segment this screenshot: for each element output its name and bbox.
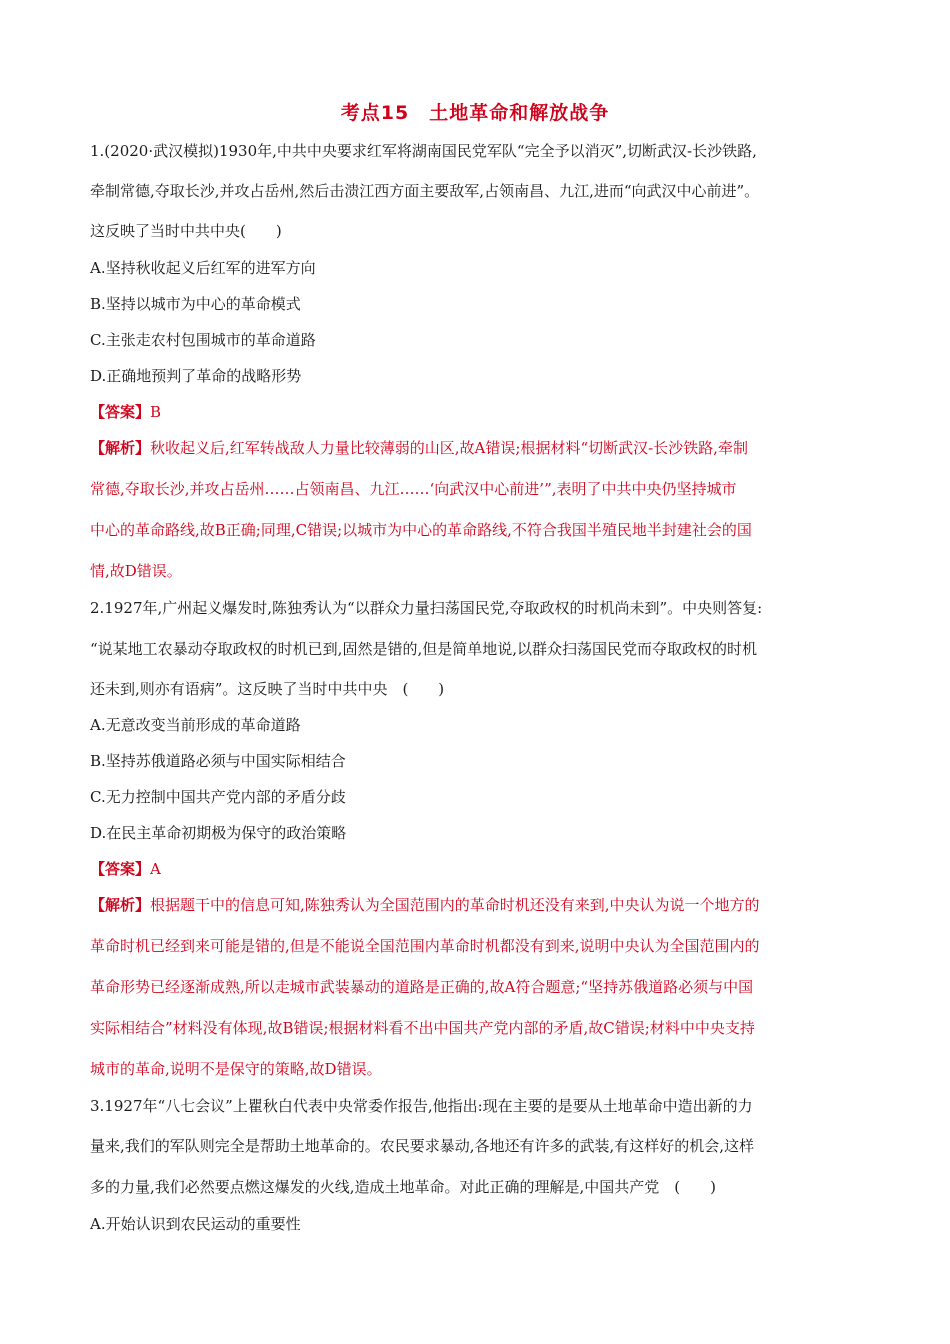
q2-stem-line-2: “说某地工农暴动夺取政权的时机已到,固然是错的,但是简单地说,以群众扫荡国民党而夺取政权的时机 (90, 640, 757, 658)
q1-stem-line-1: 1.(2020·武汉模拟)1930年,中共中央要求红军将湖南国民党军队“完全予以消灭”,切断武汉-长沙铁路, (90, 142, 757, 160)
q3-stem-line-1: 3.1927年“八七会议”上瞿秋白代表中央常委作报告,他指出:现在主要的是要从土地革命中造出新的力 (90, 1097, 753, 1115)
q2-option-d: D.在民主革命初期极为保守的政治策略 (90, 824, 347, 842)
q2-analysis-line-3: 革命形势已经逐渐成熟,所以走城市武装暴动的道路是正确的,故A符合题意;“坚持苏俄道路必须与中国 (90, 978, 754, 996)
q1-option-c: C.主张走农村包围城市的革命道路 (90, 331, 316, 349)
q2-option-a: A.无意改变当前形成的革命道路 (90, 716, 301, 734)
q2-stem-line-1: 2.1927年,广州起义爆发时,陈独秀认为“以群众力量扫荡国民党,夺取政权的时机尚未到”。中央则答复: (90, 599, 763, 617)
q1-analysis-line-3: 中心的革命路线,故B正确;同理,C错误;以城市为中心的革命路线,不符合我国半殖民地半封建社会的国 (90, 521, 752, 539)
q3-option-a: A.开始认识到农民运动的重要性 (90, 1215, 301, 1233)
q1-answer (90, 401, 161, 422)
q1-option-a: A.坚持秋收起义后红军的进军方向 (90, 259, 316, 277)
q2-answer-tag: 【答案】 (90, 860, 151, 878)
q1-analysis-line-2: 常德,夺取长沙,并攻占岳州……占领南昌、九江……‘向武汉中心前进’”,表明了中共中央仍坚持城市 (90, 480, 737, 498)
q1-option-b: B.坚持以城市为中心的革命模式 (90, 295, 301, 313)
q1-option-d: D.正确地预判了革命的战略形势 (90, 367, 302, 385)
q1-answer-value: B (150, 403, 162, 421)
q3-stem-line-2: 量来,我们的军队则完全是帮助土地革命的。农民要求暴动,各地还有许多的武装,有这样好的机会,这样 (90, 1137, 755, 1155)
q1-stem-line-3: 这反映了当时中共中央( ) (90, 222, 282, 240)
q2-analysis-tag: 【解析】 (90, 896, 151, 914)
q2-option-c: C.无力控制中国共产党内部的矛盾分歧 (90, 788, 346, 806)
q2-stem-line-3: 还未到,则亦有语病”。这反映了当时中共中央 ( ) (90, 680, 445, 698)
q1-analysis-text-1: 秋收起义后,红军转战敌人力量比较薄弱的山区,故A错误;根据材料“切断武汉-长沙铁路,牵制 (150, 439, 748, 457)
q1-analysis-line-4: 情,故D错误。 (90, 562, 182, 580)
q2-analysis-line-2: 革命时机已经到来可能是错的,但是不能说全国范围内革命时机都没有到来,说明中央认为全国范围内的 (90, 937, 760, 955)
q2-answer-value: A (150, 860, 161, 878)
page-title: 考点15 土地革命和解放战争 (340, 102, 610, 124)
q2-option-b: B.坚持苏俄道路必须与中国实际相结合 (90, 752, 346, 770)
q2-analysis-text-1: 根据题干中的信息可知,陈独秀认为全国范围内的革命时机还没有来到,中央认为说一个地方的 (150, 896, 760, 914)
q2-analysis-line-5: 城市的革命,说明不是保守的策略,故D错误。 (90, 1060, 382, 1078)
q2-analysis-line-1 (90, 894, 760, 915)
q1-analysis-line-1 (90, 437, 748, 458)
q3-stem-line-3: 多的力量,我们必然要点燃这爆发的火线,造成土地革命。对此正确的理解是,中国共产党 ( ) (90, 1178, 717, 1196)
q2-answer (90, 858, 161, 879)
q1-analysis-tag: 【解析】 (90, 439, 151, 457)
q1-stem-line-2: 牵制常德,夺取长沙,并攻占岳州,然后击溃江西方面主要敌军,占领南昌、九江,进而“向武汉中心前进”。 (90, 182, 760, 200)
q2-analysis-line-4: 实际相结合”材料没有体现,故B错误;根据材料看不出中国共产党内部的矛盾,故C错误;材料中中央支持 (90, 1019, 755, 1037)
q1-answer-tag: 【答案】 (90, 403, 151, 421)
